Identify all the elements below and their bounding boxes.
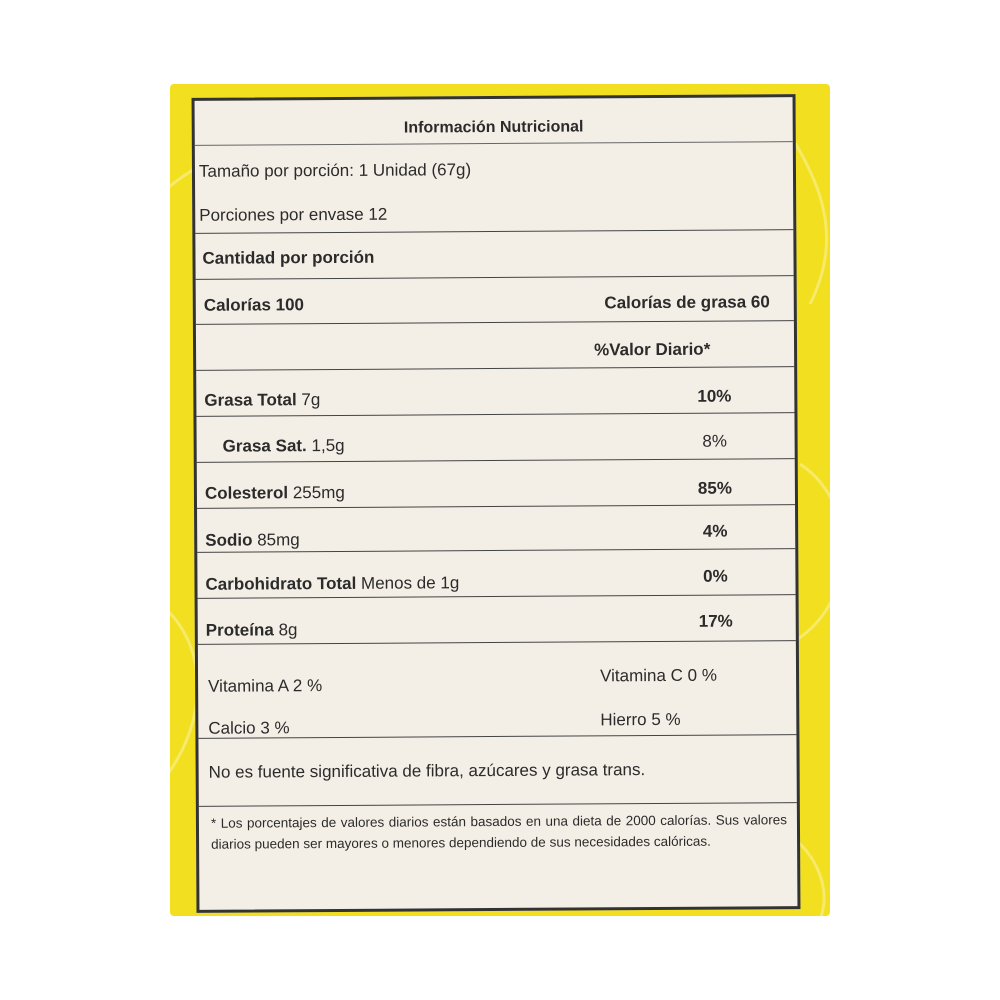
not-significant-row xyxy=(198,735,796,807)
nutrient-name: Carbohidrato Total xyxy=(205,573,357,594)
nutrient-label xyxy=(205,483,345,504)
daily-value-header: %Valor Diario* xyxy=(594,339,711,360)
nutrient-amount: Menos de 1g xyxy=(360,573,460,593)
vitamin-a: Vitamina A 2 % xyxy=(208,676,323,696)
calories-row xyxy=(196,276,794,325)
nutrient-name: Colesterol xyxy=(204,483,289,503)
nutrient-daily-value: 8% xyxy=(702,431,727,451)
nutrient-row xyxy=(198,595,796,645)
vitamin-row xyxy=(198,641,796,696)
nutrient-name: Sodio xyxy=(205,530,253,550)
nutrient-amount: 1,5g xyxy=(311,435,345,456)
calories-from-fat: Calorías de grasa 60 xyxy=(604,292,770,313)
calories: Calorías 100 xyxy=(203,295,305,315)
nutrient-row xyxy=(197,549,795,599)
nutrient-row xyxy=(197,459,795,509)
servings-per-container-row xyxy=(195,188,793,234)
nutrient-daily-value: 85% xyxy=(697,478,732,498)
nutrient-label xyxy=(206,620,298,641)
nutrient-name: Proteína xyxy=(205,620,274,640)
nutrient-row xyxy=(196,413,794,463)
serving-size-row xyxy=(195,142,793,192)
title-row xyxy=(195,97,793,146)
nutrient-label xyxy=(204,390,320,411)
nutrient-name: Grasa Sat. xyxy=(222,436,307,456)
nutrient-amount: 8g xyxy=(278,620,298,640)
nutrient-daily-value: 10% xyxy=(697,386,732,406)
nutrient-label xyxy=(223,436,345,457)
nutrient-amount: 85mg xyxy=(257,530,300,550)
nutrition-facts-label xyxy=(192,94,801,913)
nutrient-daily-value: 17% xyxy=(698,611,733,631)
calcium: Calcio 3 % xyxy=(208,718,290,738)
servings-per-container: Porciones por envase 12 xyxy=(199,204,388,225)
not-significant-statement: No es fuente significativa de fibra, azúcares y grasa trans. xyxy=(208,760,646,782)
iron: Hierro 5 % xyxy=(600,709,681,730)
nutrient-label xyxy=(205,573,459,595)
nutrient-daily-value: 0% xyxy=(703,566,728,586)
nutrient-name: Grasa Total xyxy=(204,390,297,410)
nutrient-label xyxy=(205,530,300,551)
nutrient-row xyxy=(196,367,794,417)
serving-size: Tamaño por porción: 1 Unidad (67g) xyxy=(198,160,472,181)
mineral-row xyxy=(198,687,796,739)
nutrient-daily-value: 4% xyxy=(702,521,728,541)
label-title: Información Nutricional xyxy=(403,118,584,137)
daily-value-header-row xyxy=(196,321,794,371)
vitamin-c: Vitamina C 0 % xyxy=(599,665,717,686)
nutrient-amount: 7g xyxy=(301,390,321,410)
nutrient-row xyxy=(197,505,795,553)
amount-per-serving: Cantidad por porción xyxy=(202,247,375,268)
amount-per-serving-row xyxy=(195,230,793,280)
daily-value-footnote: * Los porcentajes de valores diarios están basados en una dieta de 2000 calorías. Sus valores diarios pueden ser mayores o menores dependiendo de sus necesidades calóricas. xyxy=(210,812,787,852)
nutrient-amount: 255mg xyxy=(292,482,345,503)
